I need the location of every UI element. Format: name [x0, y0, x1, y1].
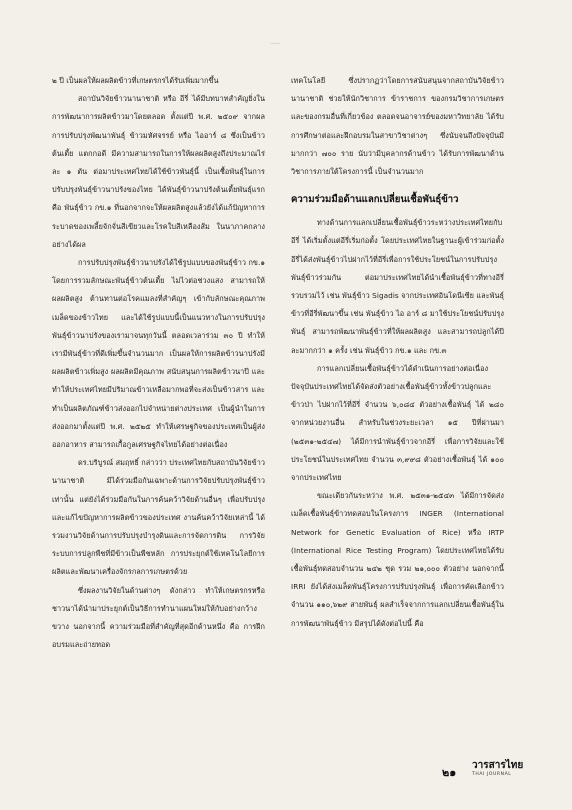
section-heading: ความร่วมมือด้านแลกเปลี่ยนเชื้อพันธุ์ข้าว — [291, 194, 459, 206]
top-mark: — — [270, 38, 280, 49]
journal-logo — [472, 760, 532, 780]
paragraph: การแลกเปลี่ยนเชื้อพันธุ์ข้าวได้ดำเนินการอย่างต่อเนื่อง ปัจจุบันประเทศไทยได้จัดส่งตัวอย่างเชื้อพันธุ์ข้าวทั้งข้าวปลูกและข้าวป่า ไปฝากไว้ที่อีรี่ จำนวน ๖,๐๘๔ ตัวอย่างเชื้อพันธุ์ ได้ ๒๘๐ จากหน่วยงานอื่น สำหรับในช่วงระยะเวลา ๑๕ ปีที่ผ่านมา (๒๕๓๑-๒๕๔๗) ได้มีการนำพันธุ์ข้าวจากอีรี่ เพื่อการวิจัยและใช้ประโยชน์ในประเทศไทย จำนวน ๓,๙๙๘ ตัวอย่างเชื้อพันธุ์ ได้ ๑๐๐ จากประเทศไทย — [291, 363, 504, 483]
paragraph: ๒ ปี เป็นผลให้ผลผลิตข้าวที่เกษตรกรได้รับเพิ่มมากขึ้น — [52, 76, 219, 85]
journal-logo-title: วารสารไทย — [472, 760, 524, 771]
paragraph: ทางด้านการแลกเปลี่ยนเชื้อพันธุ์ข้าวระหว่างประเทศไทยกับอีรี่ ได้เริ่มตั้งแต่อีรี่เริ่มก่อตั้ง โดยประเทศไทยในฐานะผู้เข้าร่วมก่อตั้งอีรี่ได้ส่งพันธุ์ข้าวไปฝากไว้ที่อีรี่เพื่อการใช้ประโยชน์ในการปรับปรุงพันธุ์ข้าวร่วมกัน ต่อมาประเทศไทยได้นำเชื้อพันธุ์ข้าวที่ทางอีรี่รวบรวมไว้ เช่น พันธุ์ข้าว Sigadis จากประเทศอินโดนีเซีย และพันธุ์ข้าวที่อีรี่พัฒนาขึ้น เช่น พันธุ์ข้าว ไอ อาร์ ๘ มาใช้ประโยชน์ปรับปรุงพันธุ์ สามารถพัฒนาพันธุ์ข้าวที่ให้ผลผลิตสูง และสามารถปลูกได้ปีละมากกว่า ๑ ครั้ง เช่น พันธุ์ข้าว กข.๑ และ กข.๓ — [291, 218, 504, 355]
journal-logo-subtitle: THAI JOURNAL — [472, 772, 512, 777]
paragraph: การปรับปรุงพันธุ์ข้าวนาปรังได้ใช้รูปแบบของพันธุ์ข้าว กข.๑ โดยการรวมลักษณะพันธุ์ข้าวต้นเตี้ย ไม่ไวต่อช่วงแสง สามารถให้ผลผลิตสูง ต้านทานต่อโรคแมลงที่สำคัญๆ เข้ากับลักษณะคุณภาพเมล็ดของข้าวไทย และได้ใช้รูปแบบนี้เป็นแนวทางในการปรับปรุงพันธุ์ข้าวนาปรังของเรามาจนทุกวันนี้ ตลอดเวลาร่วม ๓๐ ปี ทำให้เรามีพันธุ์ข้าวที่ดีเพิ่มขึ้นจำนวนมาก เป็นผลให้การผลิตข้าวนาปรังมีผลผลิตข้าวเพิ่มสูง ผลผลิตมีคุณภาพ สนับสนุนการผลิตข้าวนาปี และทำให้ประเทศไทยมีปริมาณข้าวเหลือมากพอที่จะส่งเป็นข้าวสาร และทำเป็นผลิตภัณฑ์ข้าวส่งออกไปจำหน่ายต่างประเทศ เป็นผู้นำในการส่งออกมาตั้งแต่ปี พ.ศ. ๒๕๒๕ ทำให้เศรษฐกิจของประเทศเป็นผู้ส่งออกอาหาร สามารถเกื้อกูลเศรษฐกิจไทยได้อย่างต่อเนื่อง — [52, 258, 266, 450]
page-footer — [0, 760, 572, 782]
paragraph: ขณะเดียวกันระหว่าง พ.ศ. ๒๕๓๑-๒๕๔๓ ได้มีการจัดส่งเมล็ดเชื้อพันธุ์ข้าวทดสอบในโครงการ INGER (International Network for Genetic Evaluation of Rice) หรือ IRTP (International Rice Testing Program) โดยประเทศไทยได้รับเชื้อพันธุ์ทดสอบจำนวน ๒๔๒ ชุด รวม ๒๑,๐๐๐ ตัวอย่าง นอกจากนี้ IRRI ยังได้ส่งเมล็ดพันธุ์โครงการปรับปรุงพันธุ์ เพื่อการคัดเลือกข้าวจำนวน ๑๑๐,๖๒๙ สายพันธุ์ ผลสำเร็จจากการแลกเปลี่ยนเชื้อพันธุ์ในการพัฒนาพันธุ์ข้าว มีสรุปได้ดังต่อไปนี้ คือ — [291, 491, 504, 628]
paragraph: สถาบันวิจัยข้าวนานาชาติ หรือ อีรี่ ได้มีบทบาทสำคัญยิ่งในการพัฒนาการผลิตข้าวมาโดยตลอด ตั้งแต่ปี พ.ศ. ๒๕๐๙ จากผลการปรับปรุงพัฒนาพันธุ์ ข้าวมหัศจรรย์ หรือ ไออาร์ ๘ ซึ่งเป็นข้าวต้นเตี้ย แตกกอดี มีความสามารถในการให้ผลผลิตสูงถึงประมาณไร่ละ ๑ ตัน ต่อมาประเทศไทยได้ใช้ข้าวพันธุ์นี้ เป็นเชื้อพันธุ์ในการปรับปรุงพันธุ์ข้าวนาปรังของไทย ได้พันธุ์ข้าวนาปรังต้นเตี้ยพันธุ์แรก คือ พันธุ์ข้าว กข.๑ ที่นอกจากจะให้ผลผลิตสูงแล้วยังได้แก้ปัญหาการระบาดของเพลี้ยจักจั่นสีเขียวและโรคใบสีเหลืองส้ม ในนาภาคกลางอย่างได้ผล — [52, 94, 265, 249]
right-column — [291, 72, 504, 633]
page-number: ๒๑ — [442, 766, 457, 779]
paragraph: ซึ่งผลงานวิจัยในด้านต่างๆ ดังกล่าว ทำให้เกษตรกรหรือชาวนาได้นำมาประยุกต์เป็นวิธีการทำนาแผนใหม่ให้กับอย่างกว้างขวาง นอกจากนี้ ความร่วมมือที่สำคัญที่สุดอีกด้านหนึ่ง คือ การฝึกอบรมและถ่ายทอด — [52, 585, 265, 650]
left-column — [52, 72, 265, 655]
paragraph: ดร.บริบูรณ์ สมฤทธิ์ กล่าวว่า ประเทศไทยกับสถาบันวิจัยข้าวนานาชาติ มีได้ร่วมมือกันเฉพาะด้านการวิจัยปรับปรุงพันธุ์ข้าวเท่านั้น แต่ยังได้ร่วมมือกันในการค้นคว้าวิจัยด้านอื่นๆ เพื่อปรับปรุงและแก้ไขปัญหาการผลิตข้าวของประเทศ งานค้นคว้าวิจัยเหล่านี้ ได้รวมงานวิจัยด้านการปรับปรุงบำรุงดินและการจัดการดิน การวิจัยระบบการปลูกพืชที่มีข้าวเป็นพืชหลัก การประยุกต์ใช้เทคโนโลยีการผลิตและพัฒนาเครื่องจักรกลการเกษตรด้วย — [52, 458, 265, 577]
paragraph: เทคโนโลยี ซึ่งปรากฏว่าโดยการสนับสนุนจากสถาบันวิจัยข้าวนานาชาติ ช่วยให้นักวิชาการ ข้าราชการ ของกรมวิชาการเกษตร และของกรมอื่นที่เกี่ยวข้อง ตลอดจนอาจารย์ของมหาวิทยาลัย ได้รับการศึกษาต่อและฝึกอบรมในสาขาวิชาต่างๆ ซึ่งนับจนถึงปัจจุบันมีมากกว่า ๗๐๐ ราย นับว่ามีบุคลากรด้านข้าว ได้รับการพัฒนาด้านวิชาการภายใต้โครงการนี้ เป็นจำนวนมาก — [291, 76, 504, 177]
